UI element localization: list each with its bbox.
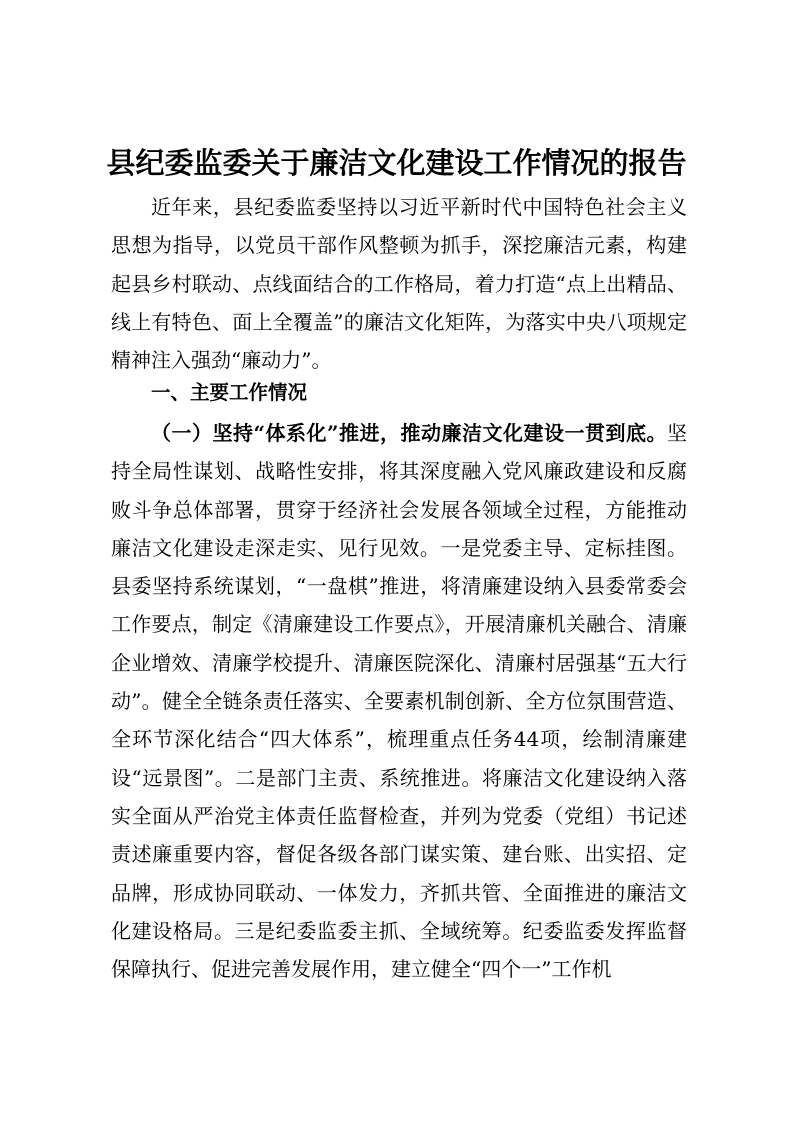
subsection-paragraph: [111, 414, 687, 988]
subsection-lead: （一）坚持“体系化”推进，推动廉洁文化建设一贯到底。: [151, 421, 667, 445]
intro-paragraph: 近年来，县纪委监委坚持以习近平新时代中国特色社会主义思想为指导，以党员干部作风整顿为抓手，深挖廉洁元素，构建起县乡村联动、点线面结合的工作格局，着力打造“点上出精品、线上有特色、面上全覆盖”的廉洁文化矩阵，为落实中央八项规定精神注入强劲“廉动力”。: [111, 195, 687, 373]
section-heading: 一、主要工作情况: [151, 381, 308, 404]
document-title: 县纪委监委关于廉洁文化建设工作情况的报告: [106, 146, 687, 180]
subsection-body: 坚持全局性谋划、战略性安排，将其深度融入党风廉政建设和反腐败斗争总体部署，贯穿于经济社会发展各领域全过程，方能推动廉洁文化建设走深走实、见行见效。一是党委主导、定标挂图。县委坚持系统谋划，“一盘棋”推进，将清廉建设纳入县委常委会工作要点，制定《清廉建设工作要点》，开展清廉机关融合、清廉企业增效、清廉学校提升、清廉医院深化、清廉村居强基“五大行动”。健全全链条责任落实、全要素机制创新、全方位氛围营造、全环节深化结合“四大体系”，梳理重点任务44项，绘制清廉建设“远景图”。二是部门主责、系统推进。将廉洁文化建设纳入落实全面从严治党主体责任监督检查，并列为党委（党组）书记述责述廉重要内容，督促各级各部门谋实策、建台账、出实招、定品牌，形成协同联动、一体发力，齐抓共管、全面推进的廉洁文化建设格局。三是纪委监委主抓、全域统筹。纪委监委发挥监督保障执行、促进完善发展作用，建立健全“四个一”工作机: [111, 421, 687, 982]
